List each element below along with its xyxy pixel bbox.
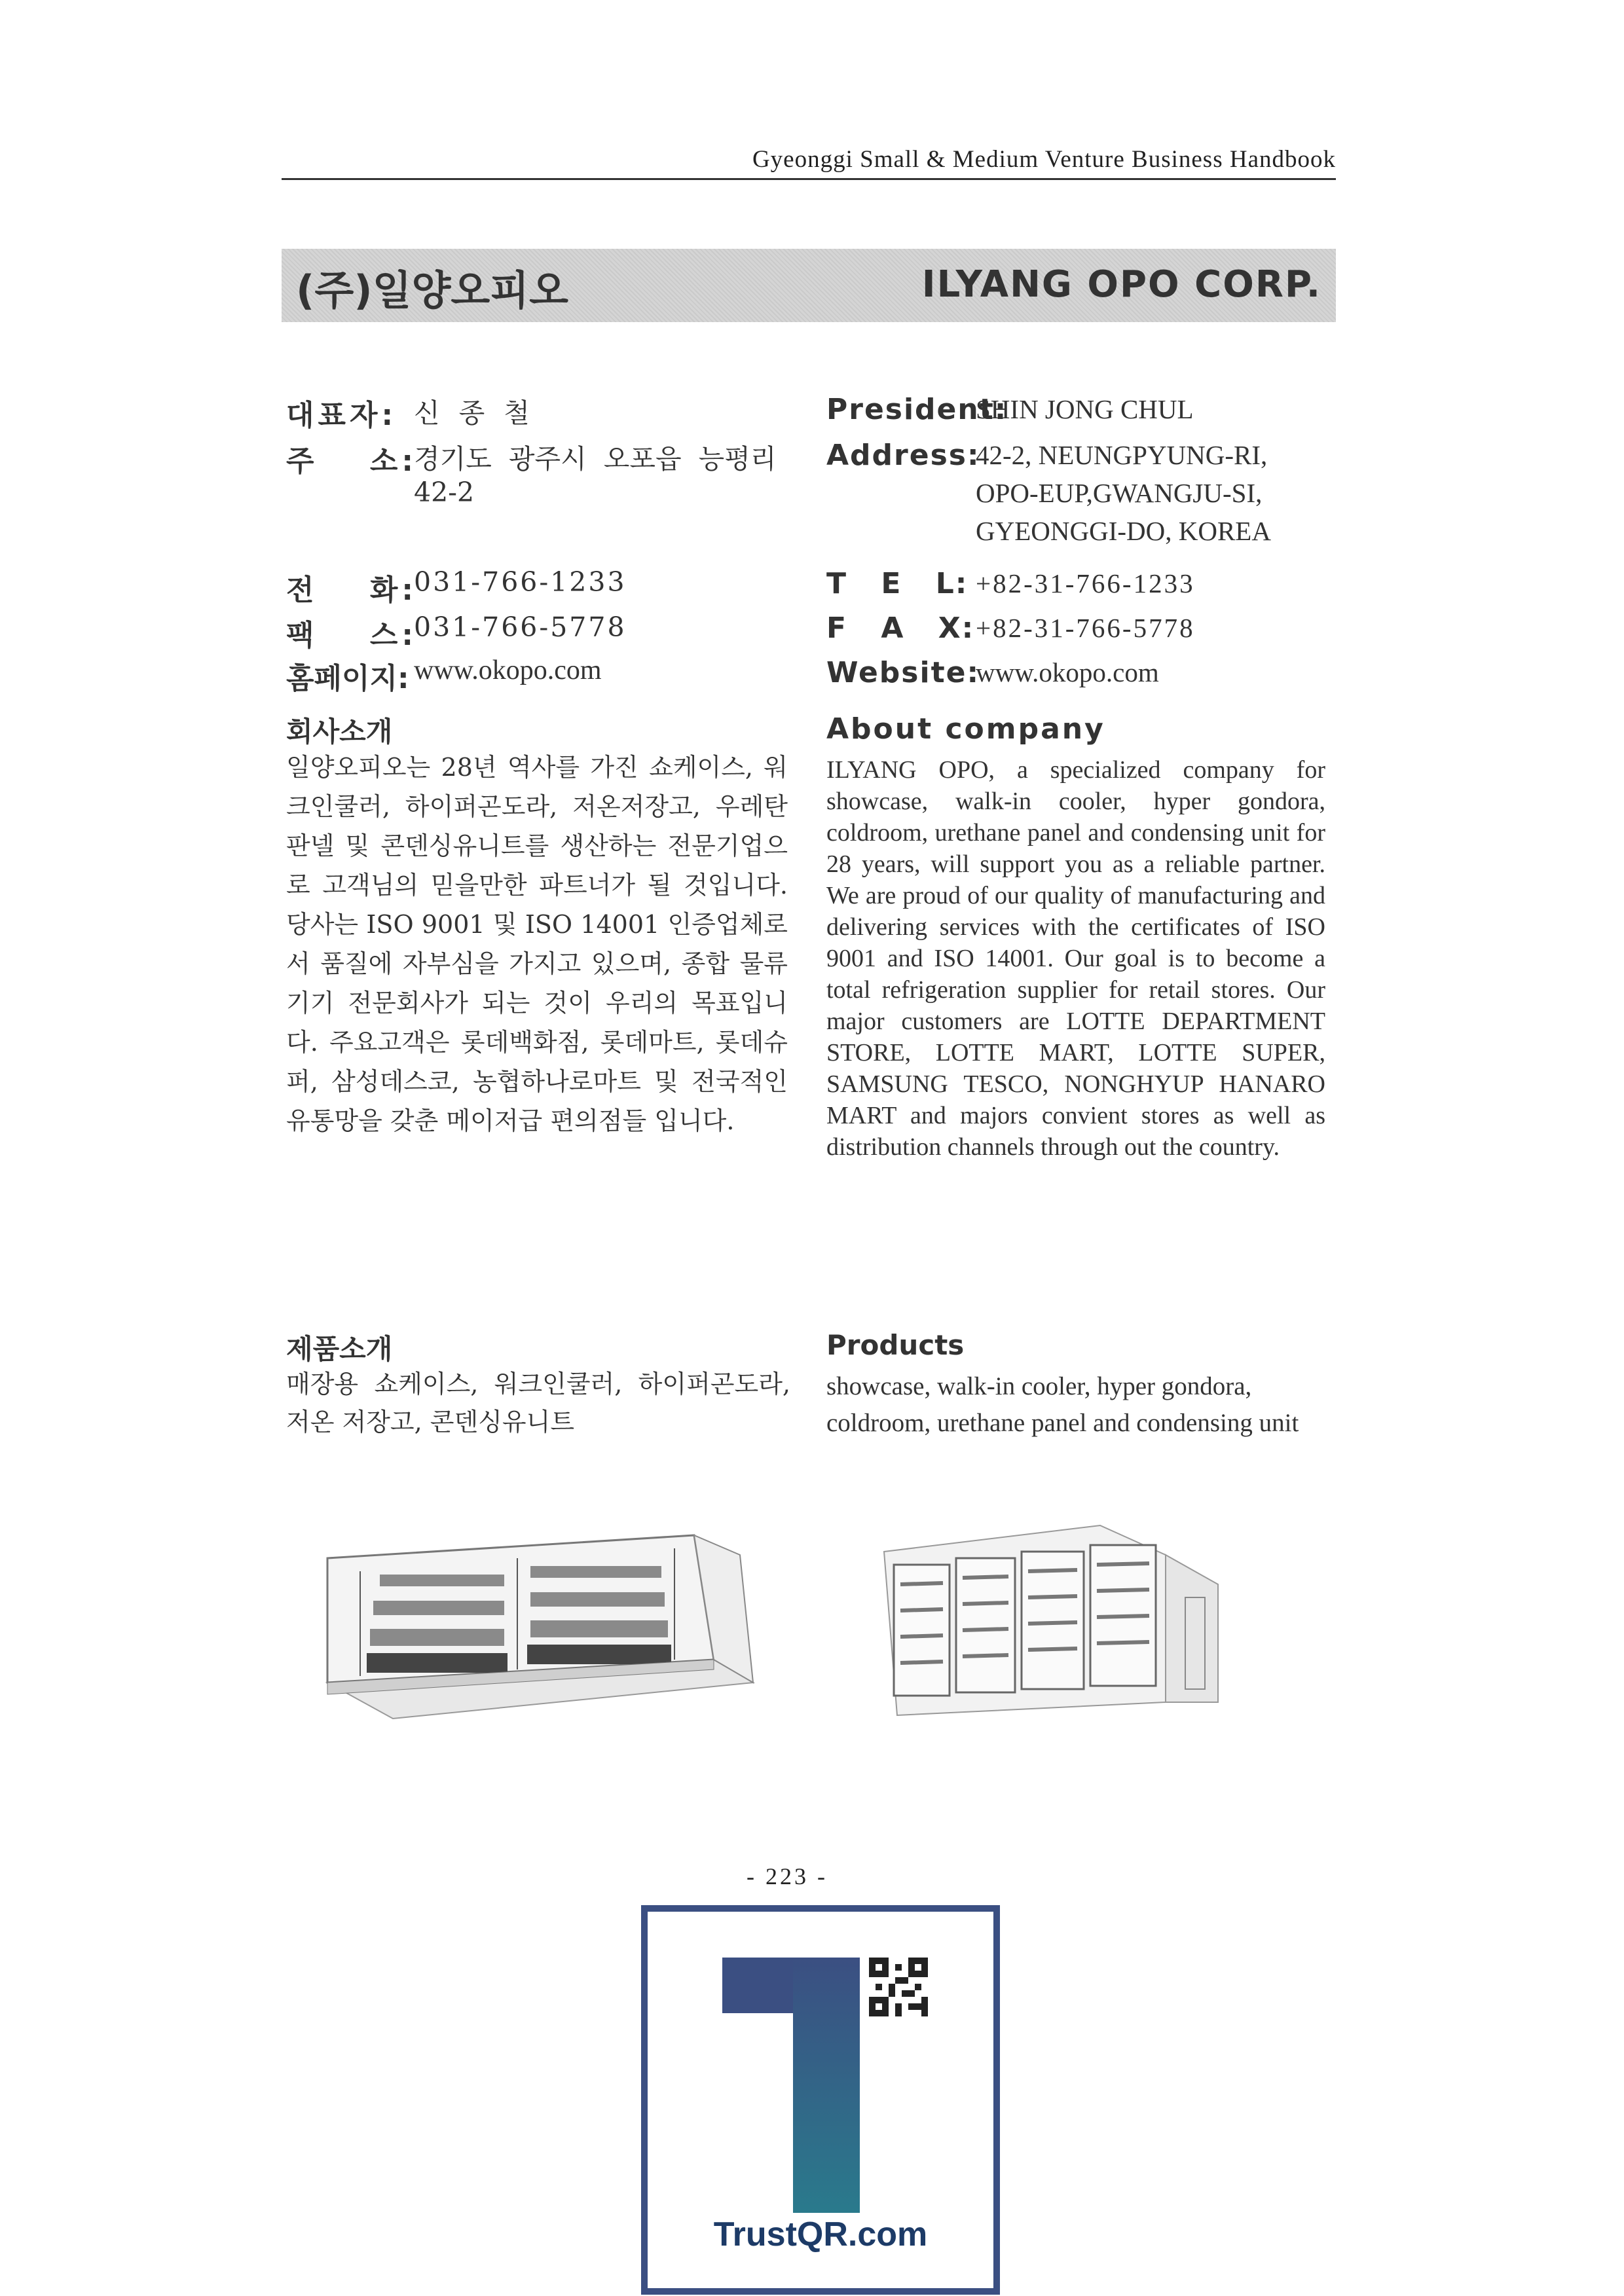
en-tel-value: +82-31-766-1233 — [976, 568, 1195, 598]
en-address-line2: OPO-EUP,GWANGJU-SI, — [976, 478, 1263, 508]
ko-website-label: 홈페이지: — [286, 662, 409, 695]
en-website-label: Website: — [826, 656, 980, 689]
ko-address-line1: 경기도 광주시 오포읍 능평리 — [414, 443, 777, 475]
ko-products-text: 매장용 쇼케이스, 워크인쿨러, 하이퍼곤도라, 저온 저장고, 콘덴싱유니트 — [286, 1370, 790, 1436]
en-products-line2: coldroom, urethane panel and condensing unit — [826, 1409, 1299, 1437]
en-fax-value: +82-31-766-5778 — [976, 613, 1195, 643]
ko-address-line2: 42-2 — [414, 477, 475, 508]
ko-president-label: 대표자: — [286, 399, 397, 432]
walk-in-cooler-product-photo — [877, 1506, 1244, 1735]
qr-code-icon — [869, 1958, 928, 2016]
company-title-band — [282, 249, 1336, 322]
en-address-label: Address: — [826, 439, 980, 472]
en-products-line1: showcase, walk-in cooler, hyper gondora, — [826, 1372, 1252, 1400]
ko-website-value: www.okopo.com — [414, 655, 602, 685]
company-name-korean: (주)일양오피오 — [296, 266, 569, 314]
en-address-line3: GYEONGGI-DO, KOREA — [976, 516, 1271, 546]
ko-fax-value: 031-766-5778 — [414, 611, 627, 643]
ko-tel-value: 031-766-1233 — [414, 566, 627, 598]
en-fax-label: F A X: — [826, 611, 975, 645]
ko-products-heading: 제품소개 — [286, 1333, 393, 1365]
en-website-value: www.okopo.com — [976, 657, 1159, 687]
running-header: Gyeonggi Small & Medium Venture Business Handbook — [282, 145, 1336, 180]
company-name-english: ILYANG OPO CORP. — [921, 263, 1321, 306]
en-about-heading: About company — [826, 712, 1105, 746]
en-tel-label: T E L: — [826, 567, 969, 600]
en-about-text: ILYANG OPO, a specialized company for showcase, walk-in cooler, hyper gondora, coldroom, urethane panel and condensing unit for 28 years, will support you as a reliable partner. We are proud of our quality of manufacturing and delivering services with the certificates of ISO 9001 and ISO 14001. Our goal is to become a total refrigeration supplier for retail stores. Our major customers are LOTTE DEPARTMENT STORE, LOTTE MART, LOTTE SUPER, SAMSUNG TESCO, NONGHYUP HANARO MART and majors convient stores as well as distribution channels through out the country. — [826, 756, 1325, 1161]
en-products-heading: Products — [826, 1329, 965, 1361]
page-number: - 223 - — [747, 1863, 828, 1889]
showcase-product-photo — [308, 1519, 766, 1728]
ko-tel-label: 전 화: — [286, 574, 417, 607]
ko-about-text: 일양오피오는 28년 역사를 가진 쇼케이스, 워크인쿨러, 하이퍼곤도라, 저온저장고, 우레탄판넬 및 콘덴싱유니트를 생산하는 전문기업으로 고객님의 믿을만한 파트너가 될 것입니다. 당사는 ISO 9001 및 ISO 14001 인증업체로서 품질에 자부심을 가지고 있으며, 종합 물류기기 전문회사가 되는 것이 우리의 목표입니다. 주요고객은 롯데백화점, 롯데마트, 롯데슈퍼, 삼성데스코, 농협하나로마트 및 전국적인 유통망을 갖춘 메이저급 편의점들 입니다. — [286, 753, 788, 1135]
ko-president-value: 신 종 철 — [414, 397, 535, 429]
en-president-label: President: — [826, 393, 1008, 426]
trustqr-label: TrustQR.com — [713, 2215, 928, 2253]
ko-about-heading: 회사소개 — [286, 716, 393, 748]
en-president-value: SHIN JONG CHUL — [976, 394, 1194, 424]
ko-address-label: 주 소: — [286, 445, 417, 478]
en-address-line1: 42-2, NEUNGPYUNG-RI, — [976, 440, 1268, 470]
trustqr-badge — [641, 1905, 1000, 2295]
ko-fax-label: 팩 스: — [286, 619, 417, 652]
